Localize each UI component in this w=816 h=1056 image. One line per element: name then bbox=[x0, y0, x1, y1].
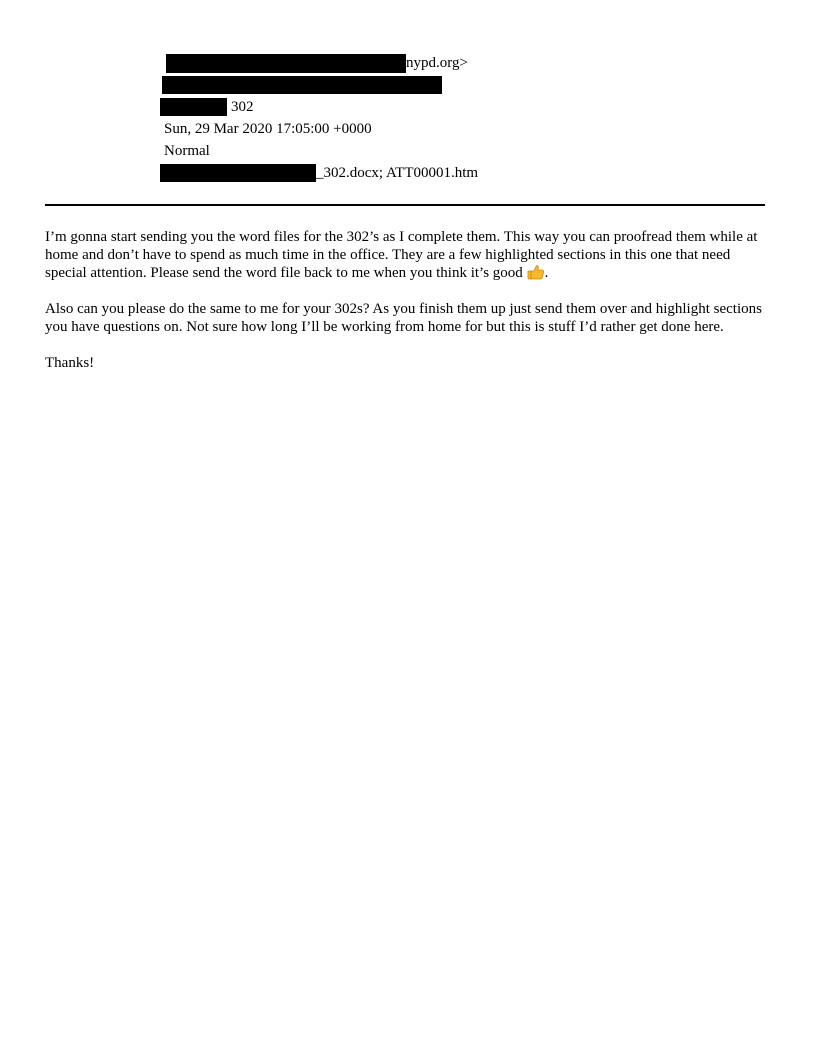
to-redaction bbox=[162, 76, 442, 94]
body-paragraph-1 bbox=[45, 228, 767, 282]
subject-redaction bbox=[160, 98, 227, 116]
body-paragraph-1-text: I’m gonna start sending you the word files for the 302’s as I complete them. This way you can proofread them while at home and don’t have to spend as much time in the office. They are a few highlighted sections in this one that need special attention. Please send the word file back to me when you think it’s good bbox=[45, 229, 758, 281]
email-body bbox=[45, 228, 767, 390]
date-value: Sun, 29 Mar 2020 17:05:00 +0000 bbox=[164, 121, 372, 137]
attachments-redaction bbox=[160, 164, 316, 182]
attachments-value: _302.docx; ATT00001.htm bbox=[316, 165, 479, 181]
header-divider bbox=[45, 204, 765, 206]
thumbs-up-icon bbox=[527, 264, 545, 280]
body-paragraph-1-end: . bbox=[544, 265, 549, 281]
from-value: nypd.org> bbox=[406, 55, 468, 71]
body-paragraph-2: Also can you please do the same to me for your 302s? As you finish them up just send them over and highlight sections you have questions on. Not sure how long I’ll be working from home for but this is stuff I’d rather get done here. bbox=[45, 301, 762, 335]
subject-value: 302 bbox=[231, 99, 254, 115]
closing-line: Thanks! bbox=[45, 355, 95, 371]
importance-value: Normal bbox=[164, 143, 210, 159]
from-redaction bbox=[166, 54, 406, 73]
